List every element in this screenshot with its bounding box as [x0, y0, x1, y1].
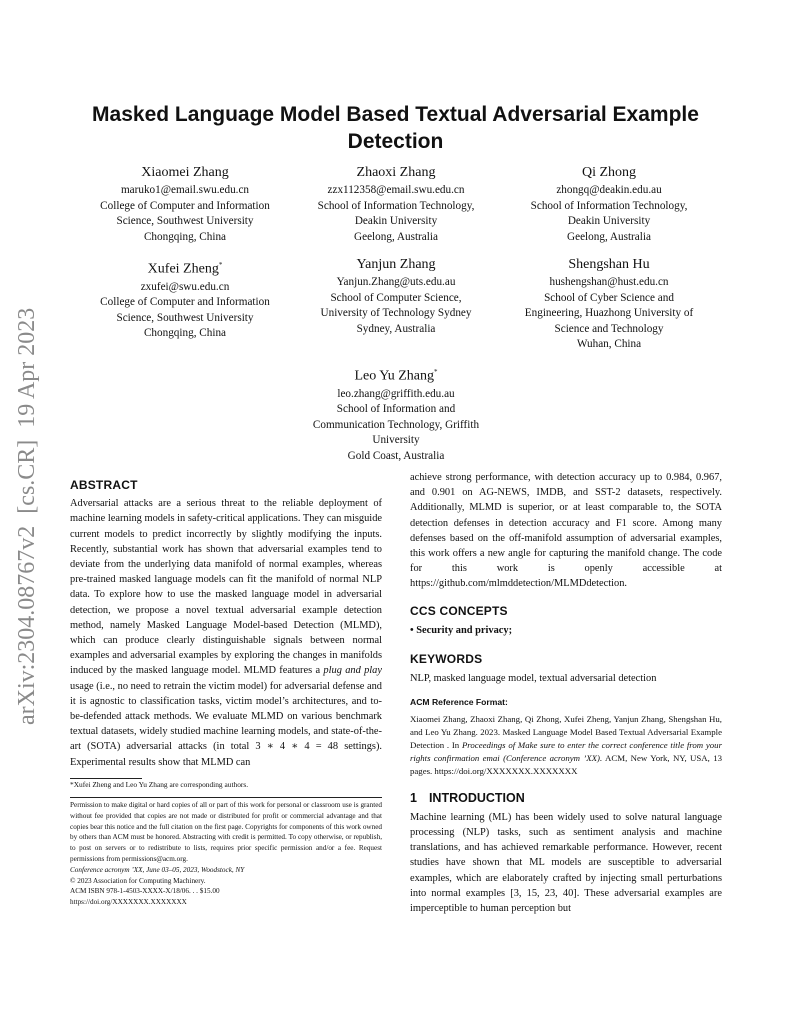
paper-title-line-1: Masked Language Model Based Textual Adversarial Example: [92, 103, 699, 126]
arxiv-identifier: [2, 270, 44, 730]
permission-notice: [70, 800, 382, 908]
author-location: Gold Coast, Australia: [347, 450, 445, 463]
section-number: 1: [410, 790, 417, 805]
author-affiliation: Deakin University: [567, 215, 651, 228]
right-column: [410, 470, 722, 916]
author-block-zhaoxi-zhang: [285, 164, 507, 245]
author-affiliation: Engineering, Huazhong University of: [524, 307, 694, 320]
author-affiliation: University: [372, 434, 420, 447]
conference-info: Conference acronym ’XX, June 03–05, 2023, Woodstock, NY: [70, 865, 245, 874]
author-affiliation: Science and Technology: [554, 322, 664, 335]
author-affiliation: School of Information and: [336, 403, 456, 416]
keywords-heading: KEYWORDS: [410, 652, 483, 667]
author-name: Xufei Zheng: [147, 261, 219, 277]
author-affiliation: College of Computer and Information: [100, 199, 270, 212]
paper-title: [60, 101, 731, 155]
corresponding-author-mark: *: [218, 261, 223, 269]
author-location: Geelong, Australia: [354, 230, 438, 243]
author-email[interactable]: zzx112358@email.swu.edu.cn: [327, 184, 465, 196]
abstract-heading: ABSTRACT: [70, 478, 138, 492]
author-email[interactable]: Yanjun.Zhang@uts.edu.au: [336, 276, 456, 288]
author-location: Chongqing, China: [143, 230, 227, 243]
introduction-heading: [410, 791, 722, 806]
author-affiliation: Deakin University: [354, 215, 438, 228]
ccs-concepts-item: • Security and privacy;: [410, 624, 513, 636]
copyright-line: © 2023 Association for Computing Machinery.: [70, 876, 206, 885]
keywords-text: NLP, masked language model, textual adversarial detection: [410, 673, 657, 685]
author-name: Leo Yu Zhang: [354, 368, 435, 384]
author-name: Zhaoxi Zhang: [356, 165, 436, 180]
isbn-line: ACM ISBN 978-1-4503-XXXX-X/18/06. . . $15.00: [70, 887, 220, 896]
author-affiliation: School of Cyber Science and: [544, 291, 674, 304]
author-affiliation: University of Technology Sydney: [320, 307, 472, 320]
corresponding-author-mark: *: [434, 368, 438, 376]
author-affiliation: School of Information Technology,: [530, 199, 688, 212]
author-block-qi-zhong: [494, 164, 724, 245]
author-name: Xiaomei Zhang: [141, 165, 229, 180]
author-email[interactable]: zxufei@swu.edu.cn: [140, 280, 230, 293]
permission-text: Permission to make digital or hard copies of all or part of this work for personal or classroom use is granted without fee provided that copies are not made or distributed for profit or commercial advantage and that copies bear this notice and the full citation on the first page. Copyrights for components of this work owned by others than ACM must be honored. Abstracting with credit is permitted. To copy otherwise, or republish, to post on servers or to redistribute to lists, requires prior specific permission and/or a fee. Request permissions from permissions@acm.org.: [70, 801, 382, 863]
paper-title-line-2: Detection: [347, 130, 444, 153]
arxiv-identifier-text: arXiv:2304.08767v2 [cs.CR] 19 Apr 2023: [14, 307, 40, 725]
author-email[interactable]: leo.zhang@griffith.edu.au: [337, 387, 455, 400]
author-affiliation: College of Computer and Information: [100, 296, 270, 309]
author-name: Qi Zhong: [581, 165, 637, 180]
abstract-text: Adversarial attacks are a serious threat to the reliable deployment of machine learning models in safety-critical applications. They can misguide current models to predict incorrectly by slightly modifying the inputs. Recently, substantial work has shown that adversarial examples tend to deviate from the underlying data manifold of normal examples, whereas pre-trained masked language models can fit the manifold of normal NLP data. To explore how to use the masked language model in adversarial detection, we propose a novel textual adversarial example detection method, namely Masked Language Model-based Detection (MLMD), which can produce clearly distinguishable signals between normal examples and adversarial examples by exploring the changes in manifolds induced by the masked language model. MLMD features a plug and play usage (i.e., no need to retrain the victim model) for adversarial defense and it is agnostic to classification tasks, victim model’s architectures, and to-be-defended attack methods. We evaluate MLMD on various benchmark textual datasets, widely studied machine learning models, and state-of-the-art (SOTA) adversarial attacks (in total 3 ∗ 4 ∗ 4 = 48 settings). Experimental results show that MLMD can: [70, 498, 382, 768]
author-affiliation: Science, Southwest University: [116, 311, 254, 324]
left-column: [70, 478, 382, 770]
author-block-shengshan-hu: [494, 256, 724, 353]
author-block-xufei-zheng: [70, 256, 300, 342]
author-block-leo-yu-zhang: [285, 363, 507, 465]
author-location: Wuhan, China: [576, 338, 642, 351]
ccs-concepts-heading: CCS CONCEPTS: [410, 603, 508, 618]
author-affiliation: Science, Southwest University: [116, 215, 254, 228]
author-email[interactable]: hushengshan@hust.edu.cn: [549, 276, 669, 288]
author-location: Geelong, Australia: [567, 230, 651, 243]
corresponding-author-footnote: *Xufei Zheng and Leo Yu Zhang are corresponding authors.: [70, 780, 249, 789]
permission-rule: [70, 797, 382, 798]
footnote-rule: [70, 778, 142, 779]
author-block-xiaomei-zhang: [70, 164, 300, 245]
author-affiliation: Communication Technology, Griffith: [312, 418, 480, 431]
author-email[interactable]: maruko1@email.swu.edu.cn: [120, 184, 250, 196]
introduction-text: Machine learning (ML) has been widely used to solve natural language processing (NLP) tasks, such as sentiment analysis and machine translations, and has achieved remarkable performance. However, recent studies have shown that ML models are susceptible to adversarial examples, which are elaborately crafted by injecting small perturbations into normal examples [3, 15, 23, 40]. These adversarial examples are imperceptible to human perception but: [410, 811, 722, 915]
author-name: Shengshan Hu: [568, 257, 650, 272]
author-affiliation: School of Information Technology,: [317, 199, 475, 212]
acm-reference-text: Xiaomei Zhang, Zhaoxi Zhang, Qi Zhong, Xufei Zheng, Yanjun Zhang, Shengshan Hu, and Leo Yu Zhang. 2023. Masked Language Model Based Textual Adversarial Example Detection . In Proceedings of Make sure to enter the correct conference title from your rights confirmation emai (Conference acronym ’XX). ACM, New York, NY, USA, 13 pages. https://doi.org/XXXXXXX.XXXXXXX: [410, 713, 722, 776]
author-name: Yanjun Zhang: [356, 257, 436, 272]
author-location: Sydney, Australia: [356, 322, 436, 335]
author-affiliation: School of Computer Science,: [330, 291, 462, 304]
abstract-continuation: achieve strong performance, with detection accuracy up to 0.984, 0.967, and 0.901 on AG-NEWS, IMDB, and SST-2 datasets, respectively. Additionally, MLMD is superior, or at least comparable to, the SOTA detection defenses in detection accuracy and F1 score. Among many defenses based on the off-manifold assumption of adversarial examples, this work offers a new angle for capturing the manifold change. The code for this work is openly accessible at https://github.com/mlmddetection/MLMDdetection.: [410, 472, 722, 590]
acm-reference-heading: ACM Reference Format:: [410, 697, 508, 708]
author-block-yanjun-zhang: [285, 256, 507, 337]
author-email[interactable]: zhongq@deakin.edu.au: [556, 184, 662, 196]
doi-link[interactable]: https://doi.org/XXXXXXX.XXXXXXX: [70, 898, 187, 907]
section-title: INTRODUCTION: [428, 790, 525, 805]
author-location: Chongqing, China: [143, 327, 227, 340]
